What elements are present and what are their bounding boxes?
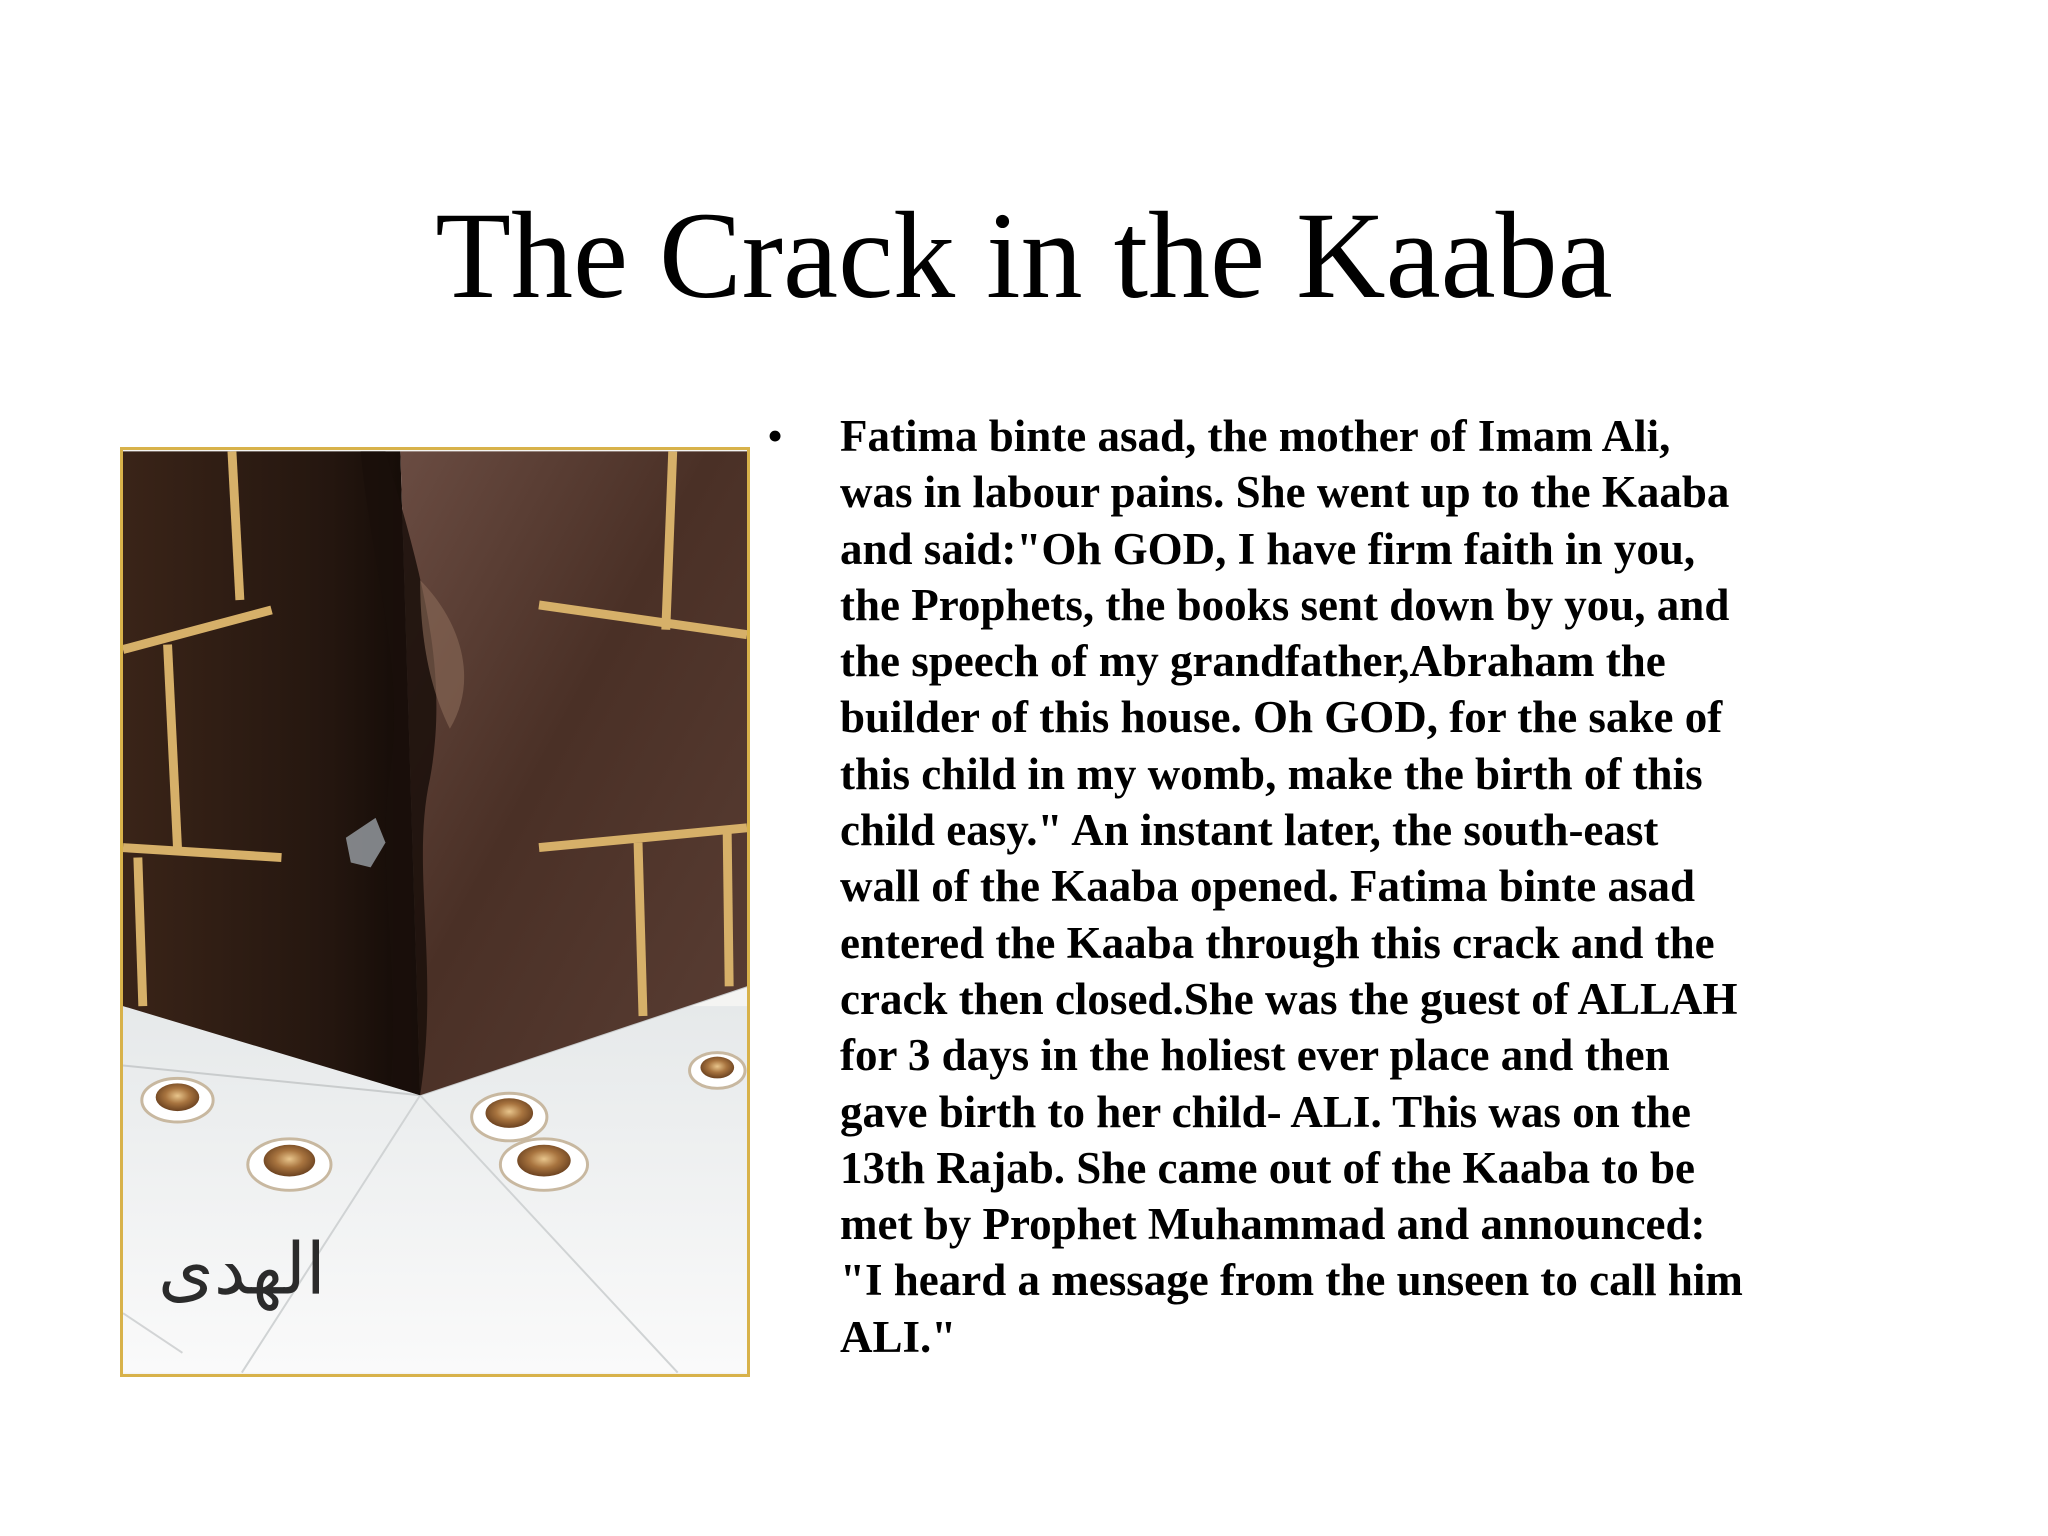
slide-title: The Crack in the Kaaba — [435, 187, 1613, 324]
kaaba-photo — [120, 447, 750, 1377]
bullet-list — [755, 408, 1895, 1365]
bullet-marker: • — [766, 410, 784, 461]
kaaba-corner-illustration — [123, 450, 747, 1374]
bullet-paragraph: Fatima binte asad, the mother of Imam Ali, was in labour pains. She went up to the Kaaba and said:"Oh GOD, I have firm faith in you, the Prophets, the books sent down by you, and the speech of my grandfather,Abraham the builder of this house. Oh GOD, for the sake of this child in my womb, make the birth of this child easy." An instant later, the south-east wall of the Kaaba opened. Fatima binte asad entered the Kaaba through this crack and the crack then closed.She was the guest of ALLAH for 3 days in the holiest ever place and then gave birth to her child- ALI. This was on the 13th Rajab. She came out of the Kaaba to be met by Prophet Muhammad and announced: "I heard a message from the unseen to call him ALI." — [840, 411, 1743, 1362]
calligraphy-mark: الهدى — [158, 1227, 326, 1311]
kaaba-right-wall — [400, 451, 747, 1095]
